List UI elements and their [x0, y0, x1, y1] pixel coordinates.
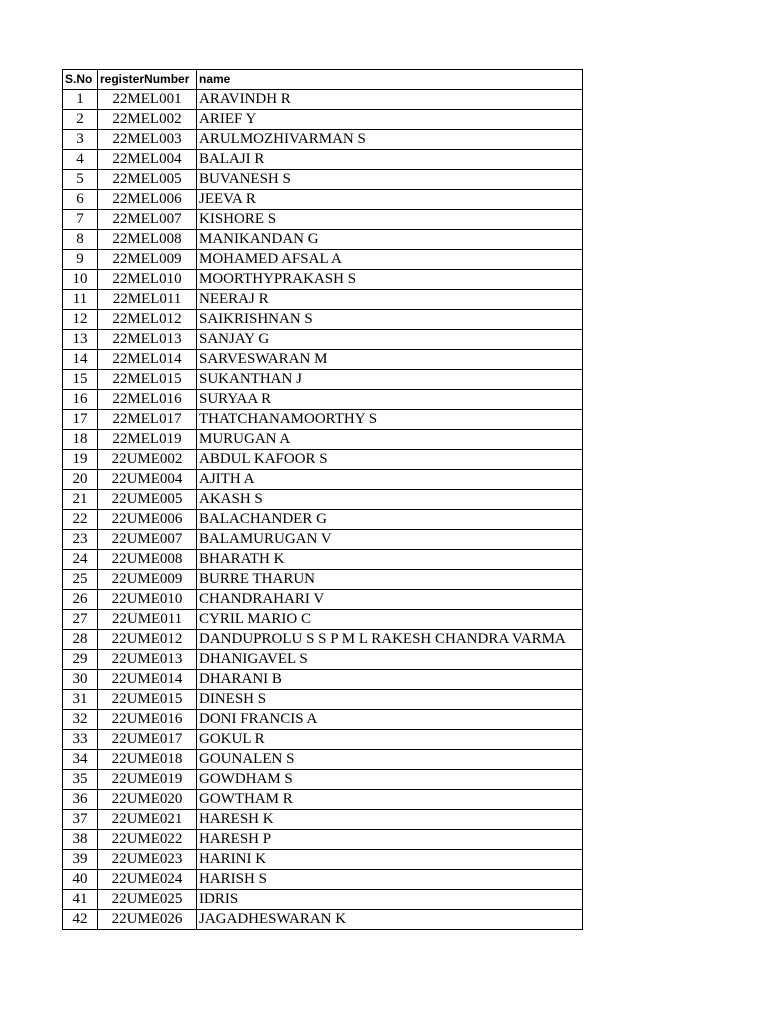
table-row	[63, 410, 583, 430]
cell-student-name: DHANIGAVEL S	[197, 650, 583, 670]
table-row	[63, 810, 583, 830]
cell-serial-number: 40	[63, 870, 98, 890]
cell-serial-number: 22	[63, 510, 98, 530]
cell-register-number: 22MEL010	[98, 270, 197, 290]
cell-serial-number: 25	[63, 570, 98, 590]
cell-student-name: GOWDHAM S	[197, 770, 583, 790]
cell-serial-number: 1	[63, 90, 98, 110]
cell-student-name: SARVESWARAN M	[197, 350, 583, 370]
cell-student-name: ABDUL KAFOOR S	[197, 450, 583, 470]
cell-serial-number: 13	[63, 330, 98, 350]
cell-register-number: 22MEL009	[98, 250, 197, 270]
table-row	[63, 430, 583, 450]
cell-serial-number: 11	[63, 290, 98, 310]
cell-serial-number: 9	[63, 250, 98, 270]
table-row	[63, 690, 583, 710]
table-row	[63, 470, 583, 490]
cell-register-number: 22UME006	[98, 510, 197, 530]
header-name: name	[197, 70, 583, 90]
table-body	[63, 90, 583, 930]
table-row	[63, 910, 583, 930]
cell-serial-number: 18	[63, 430, 98, 450]
table-row	[63, 350, 583, 370]
cell-serial-number: 21	[63, 490, 98, 510]
cell-serial-number: 39	[63, 850, 98, 870]
cell-serial-number: 8	[63, 230, 98, 250]
cell-serial-number: 36	[63, 790, 98, 810]
table-row	[63, 170, 583, 190]
cell-serial-number: 5	[63, 170, 98, 190]
table-row	[63, 510, 583, 530]
table-row	[63, 670, 583, 690]
cell-student-name: GOKUL R	[197, 730, 583, 750]
cell-student-name: CHANDRAHARI V	[197, 590, 583, 610]
table-row	[63, 90, 583, 110]
table-row	[63, 590, 583, 610]
table-row	[63, 310, 583, 330]
cell-register-number: 22UME014	[98, 670, 197, 690]
cell-register-number: 22UME019	[98, 770, 197, 790]
cell-student-name: ARIEF Y	[197, 110, 583, 130]
table-row	[63, 270, 583, 290]
table-row	[63, 570, 583, 590]
table-row	[63, 870, 583, 890]
cell-student-name: DANDUPROLU S S P M L RAKESH CHANDRA VARMA	[197, 630, 583, 650]
cell-register-number: 22UME022	[98, 830, 197, 850]
cell-serial-number: 29	[63, 650, 98, 670]
table-row	[63, 550, 583, 570]
cell-student-name: SURYAA R	[197, 390, 583, 410]
cell-student-name: BUVANESH S	[197, 170, 583, 190]
cell-student-name: SANJAY G	[197, 330, 583, 350]
cell-register-number: 22UME023	[98, 850, 197, 870]
cell-serial-number: 17	[63, 410, 98, 430]
cell-student-name: THATCHANAMOORTHY S	[197, 410, 583, 430]
table-row	[63, 230, 583, 250]
cell-register-number: 22MEL004	[98, 150, 197, 170]
table-row	[63, 130, 583, 150]
table-row	[63, 390, 583, 410]
table-row	[63, 610, 583, 630]
cell-student-name: BURRE THARUN	[197, 570, 583, 590]
cell-register-number: 22UME012	[98, 630, 197, 650]
table-row	[63, 190, 583, 210]
cell-register-number: 22UME015	[98, 690, 197, 710]
cell-register-number: 22MEL011	[98, 290, 197, 310]
cell-register-number: 22MEL001	[98, 90, 197, 110]
cell-register-number: 22MEL007	[98, 210, 197, 230]
cell-student-name: BALACHANDER G	[197, 510, 583, 530]
table-row	[63, 450, 583, 470]
cell-serial-number: 42	[63, 910, 98, 930]
table-row	[63, 490, 583, 510]
table-row	[63, 530, 583, 550]
cell-register-number: 22MEL006	[98, 190, 197, 210]
cell-register-number: 22UME007	[98, 530, 197, 550]
cell-register-number: 22UME011	[98, 610, 197, 630]
cell-serial-number: 2	[63, 110, 98, 130]
cell-serial-number: 24	[63, 550, 98, 570]
cell-serial-number: 31	[63, 690, 98, 710]
table-row	[63, 750, 583, 770]
table-row	[63, 830, 583, 850]
cell-register-number: 22UME002	[98, 450, 197, 470]
table-row	[63, 370, 583, 390]
cell-register-number: 22MEL003	[98, 130, 197, 150]
student-list-sheet	[62, 69, 583, 930]
cell-serial-number: 27	[63, 610, 98, 630]
table-row	[63, 210, 583, 230]
cell-serial-number: 16	[63, 390, 98, 410]
cell-register-number: 22MEL015	[98, 370, 197, 390]
cell-register-number: 22MEL019	[98, 430, 197, 450]
cell-serial-number: 15	[63, 370, 98, 390]
table-row	[63, 290, 583, 310]
cell-student-name: AKASH S	[197, 490, 583, 510]
header-row	[63, 70, 583, 90]
cell-serial-number: 34	[63, 750, 98, 770]
cell-register-number: 22UME013	[98, 650, 197, 670]
cell-register-number: 22UME024	[98, 870, 197, 890]
table-header	[63, 70, 583, 90]
cell-register-number: 22UME004	[98, 470, 197, 490]
cell-register-number: 22UME009	[98, 570, 197, 590]
cell-student-name: ARAVINDH R	[197, 90, 583, 110]
header-serial-number: S.No	[63, 70, 98, 90]
cell-student-name: BALAJI R	[197, 150, 583, 170]
cell-student-name: IDRIS	[197, 890, 583, 910]
cell-serial-number: 23	[63, 530, 98, 550]
cell-student-name: NEERAJ R	[197, 290, 583, 310]
cell-student-name: BALAMURUGAN V	[197, 530, 583, 550]
cell-student-name: CYRIL MARIO C	[197, 610, 583, 630]
student-table	[62, 69, 583, 930]
cell-student-name: HARESH P	[197, 830, 583, 850]
cell-serial-number: 7	[63, 210, 98, 230]
cell-student-name: DONI FRANCIS A	[197, 710, 583, 730]
cell-serial-number: 6	[63, 190, 98, 210]
cell-serial-number: 35	[63, 770, 98, 790]
cell-student-name: JAGADHESWARAN K	[197, 910, 583, 930]
cell-register-number: 22MEL005	[98, 170, 197, 190]
cell-serial-number: 10	[63, 270, 98, 290]
cell-register-number: 22UME026	[98, 910, 197, 930]
cell-register-number: 22UME018	[98, 750, 197, 770]
table-row	[63, 150, 583, 170]
cell-student-name: MURUGAN A	[197, 430, 583, 450]
cell-student-name: SAIKRISHNAN S	[197, 310, 583, 330]
cell-student-name: DINESH S	[197, 690, 583, 710]
cell-student-name: DHARANI B	[197, 670, 583, 690]
table-row	[63, 110, 583, 130]
cell-register-number: 22MEL008	[98, 230, 197, 250]
cell-serial-number: 33	[63, 730, 98, 750]
cell-serial-number: 20	[63, 470, 98, 490]
cell-register-number: 22MEL002	[98, 110, 197, 130]
cell-student-name: HARESH K	[197, 810, 583, 830]
cell-register-number: 22UME010	[98, 590, 197, 610]
cell-student-name: SUKANTHAN J	[197, 370, 583, 390]
cell-serial-number: 30	[63, 670, 98, 690]
table-row	[63, 630, 583, 650]
header-register-number: registerNumber	[98, 70, 197, 90]
cell-student-name: HARISH S	[197, 870, 583, 890]
cell-register-number: 22UME025	[98, 890, 197, 910]
cell-student-name: MOORTHYPRAKASH S	[197, 270, 583, 290]
cell-register-number: 22MEL017	[98, 410, 197, 430]
table-row	[63, 330, 583, 350]
table-row	[63, 790, 583, 810]
cell-register-number: 22MEL013	[98, 330, 197, 350]
cell-serial-number: 38	[63, 830, 98, 850]
table-row	[63, 250, 583, 270]
cell-register-number: 22UME008	[98, 550, 197, 570]
cell-serial-number: 37	[63, 810, 98, 830]
cell-student-name: GOWTHAM R	[197, 790, 583, 810]
table-row	[63, 890, 583, 910]
cell-student-name: AJITH A	[197, 470, 583, 490]
cell-serial-number: 4	[63, 150, 98, 170]
cell-student-name: BHARATH K	[197, 550, 583, 570]
cell-serial-number: 3	[63, 130, 98, 150]
cell-serial-number: 19	[63, 450, 98, 470]
table-row	[63, 710, 583, 730]
cell-student-name: MANIKANDAN G	[197, 230, 583, 250]
cell-register-number: 22MEL014	[98, 350, 197, 370]
cell-student-name: ARULMOZHIVARMAN S	[197, 130, 583, 150]
cell-serial-number: 26	[63, 590, 98, 610]
table-row	[63, 730, 583, 750]
cell-serial-number: 12	[63, 310, 98, 330]
cell-student-name: HARINI K	[197, 850, 583, 870]
cell-register-number: 22UME021	[98, 810, 197, 830]
cell-register-number: 22UME016	[98, 710, 197, 730]
cell-register-number: 22UME017	[98, 730, 197, 750]
table-row	[63, 770, 583, 790]
cell-student-name: JEEVA R	[197, 190, 583, 210]
cell-student-name: GOUNALEN S	[197, 750, 583, 770]
cell-serial-number: 14	[63, 350, 98, 370]
table-row	[63, 650, 583, 670]
cell-register-number: 22UME005	[98, 490, 197, 510]
cell-student-name: KISHORE S	[197, 210, 583, 230]
cell-student-name: MOHAMED AFSAL A	[197, 250, 583, 270]
cell-serial-number: 32	[63, 710, 98, 730]
cell-serial-number: 41	[63, 890, 98, 910]
cell-register-number: 22MEL016	[98, 390, 197, 410]
cell-register-number: 22MEL012	[98, 310, 197, 330]
cell-serial-number: 28	[63, 630, 98, 650]
cell-register-number: 22UME020	[98, 790, 197, 810]
table-row	[63, 850, 583, 870]
